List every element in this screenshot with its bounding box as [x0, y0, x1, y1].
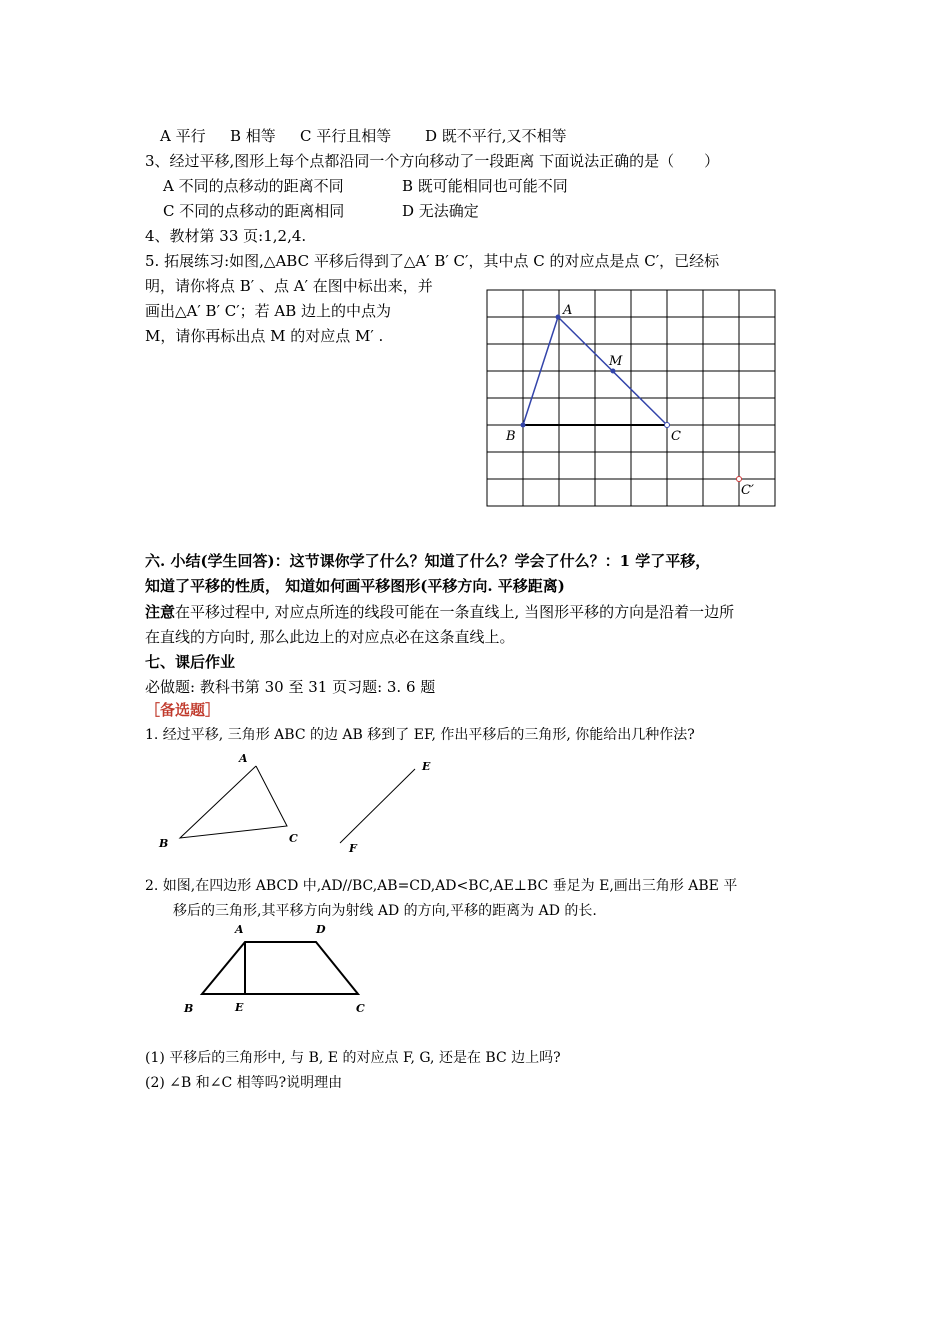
- q2-option-a: A 平行: [160, 127, 206, 145]
- sub-question-1: (1) 平移后的三角形中, 与 B, E 的对应点 F, G, 还是在 BC 边上吗?: [145, 1050, 561, 1066]
- note-label: 注意: [145, 603, 176, 621]
- figure-2: [175, 920, 375, 1020]
- point-a: [556, 315, 561, 320]
- label-a: A: [563, 303, 573, 318]
- fig1-label-a: A: [239, 752, 248, 765]
- point-c: [665, 423, 670, 428]
- problem-1: 1. 经过平移, 三角形 ABC 的边 AB 移到了 EF, 作出平移后的三角形, 你能给出几种作法?: [145, 727, 695, 743]
- point-c-prime: [737, 477, 742, 482]
- optional-tag: ［备选题］: [145, 701, 221, 719]
- problem-2-line2: 移后的三角形,其平移方向为射线 AD 的方向,平移的距离为 AD 的长.: [173, 903, 597, 919]
- q5-line3: 画出△A′ B′ C′；若 AB 边上的中点为: [145, 302, 392, 320]
- summary-line1: 六. 小结(学生回答)：这节课你学了什么？知道了什么？学会了什么？：1 学了平移，: [145, 552, 711, 570]
- q3-option-d: D 无法确定: [402, 202, 479, 220]
- triangle-abc: [180, 766, 287, 838]
- figure-1: [150, 750, 450, 856]
- q3-stem: 3、经过平移,图形上每个点都沿同一个方向移动了一段距离 下面说法正确的是（ ）: [145, 152, 720, 170]
- fig2-label-b: B: [184, 1002, 194, 1015]
- grid-lines: [487, 290, 775, 506]
- q2-option-d: D 既不平行,又不相等: [425, 127, 567, 145]
- fig1-label-f: F: [349, 842, 357, 855]
- q5-line1: 5. 拓展练习:如图,△ABC 平移后得到了△A′ B′ C′，其中点 C 的对应点是点 C′，已经标: [145, 252, 720, 270]
- fig1-label-b: B: [159, 837, 169, 850]
- q3-option-c: C 不同的点移动的距离相同: [163, 202, 345, 220]
- fig2-label-a: A: [235, 923, 244, 936]
- note-line1: 在平移过程中, 对应点所连的线段可能在一条直线上, 当图形平移的方向是沿着一边所: [175, 603, 735, 621]
- homework-heading: 七、课后作业: [145, 653, 236, 671]
- fig1-label-c: C: [289, 832, 298, 845]
- label-b: B: [506, 429, 516, 444]
- point-m: [611, 369, 616, 374]
- label-m: M: [609, 354, 623, 369]
- fig2-label-e: E: [235, 1001, 244, 1014]
- q5-line4: M，请你再标出点 M 的对应点 M′ .: [145, 327, 384, 345]
- homework-required: 必做题: 教科书第 30 至 31 页习题: 3. 6 题: [145, 678, 436, 696]
- fig1-label-e: E: [422, 760, 431, 773]
- q4-text: 4、教材第 33 页:1,2,4.: [145, 227, 307, 245]
- point-b: [521, 423, 526, 428]
- q2-option-b: B 相等: [230, 127, 276, 145]
- grid-figure: [480, 284, 784, 514]
- label-c: C: [671, 429, 681, 444]
- trapezoid-abcd: [202, 942, 358, 994]
- note-line2: 在直线的方向时, 那么此边上的对应点必在这条直线上。: [145, 628, 515, 646]
- fig2-label-c: C: [356, 1002, 365, 1015]
- summary-line2: 知道了平移的性质， 知道如何画平移图形(平移方向. 平移距离): [145, 577, 565, 595]
- q3-option-b: B 既可能相同也可能不同: [402, 177, 568, 195]
- q5-line2: 明，请你将点 B′ 、点 A′ 在图中标出来，并: [145, 277, 433, 295]
- q2-option-c: C 平行且相等: [300, 127, 392, 145]
- segment-ef: [340, 769, 415, 843]
- problem-2-line1: 2. 如图,在四边形 ABCD 中,AD//BC,AB=CD,AD<BC,AE⊥BC 垂足为 E,画出三角形 ABE 平: [145, 878, 738, 894]
- q3-option-a: A 不同的点移动的距离不同: [163, 177, 344, 195]
- label-c-prime: C′: [741, 483, 754, 498]
- fig2-label-d: D: [316, 923, 326, 936]
- sub-question-2: (2) ∠B 和∠C 相等吗?说明理由: [145, 1075, 343, 1091]
